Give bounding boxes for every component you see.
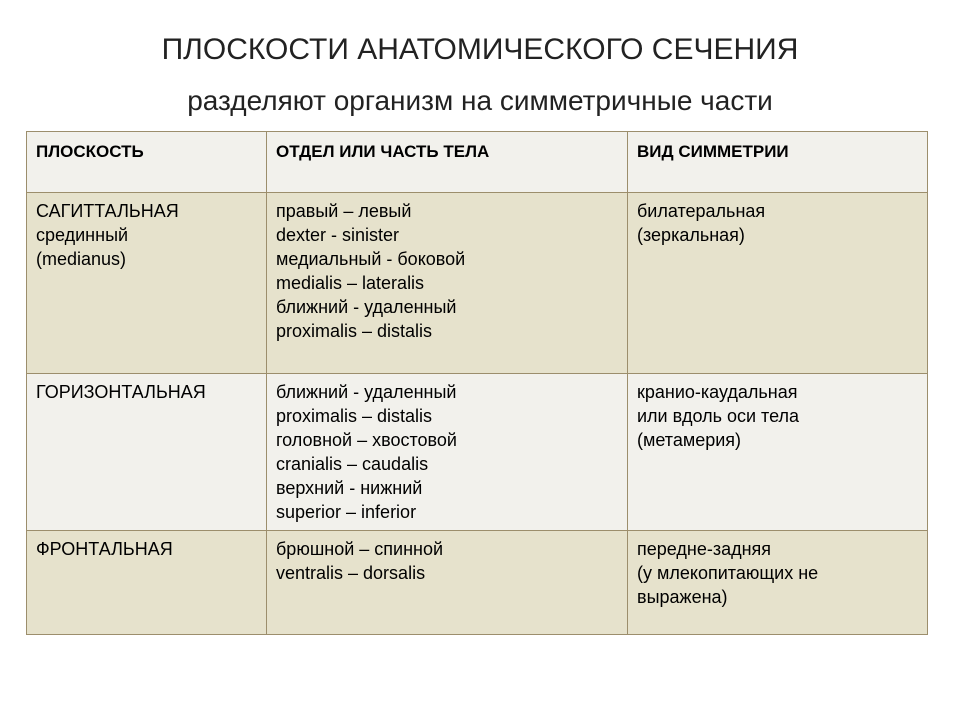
cell-line: proximalis – distalis [276, 321, 433, 341]
cell-line: билатеральная [637, 201, 766, 221]
cell-line: proximalis – distalis [276, 406, 433, 426]
cell-line: кранио-каудальная [637, 382, 798, 402]
slide-subtitle: разделяют организм на симметричные части [187, 85, 773, 116]
header-plane: ПЛОСКОСТЬ [27, 132, 267, 193]
cell-line: брюшной – спинной [276, 539, 444, 559]
cell-line: медиальный - боковой [276, 249, 466, 269]
cell-line: dexter - sinister [276, 225, 400, 245]
cell-line: cranialis – caudalis [276, 454, 429, 474]
cell-line: superior – inferior [276, 502, 417, 522]
cell-line: или вдоль оси тела [637, 406, 800, 426]
table-row-frontal [27, 531, 928, 635]
cell-symmetry [628, 193, 928, 374]
cell-line: правый – левый [276, 201, 412, 221]
cell-parts [267, 193, 628, 374]
cell-line: (зеркальная) [637, 225, 745, 245]
cell-line: medialis – lateralis [276, 273, 425, 293]
cell-line: выражена) [637, 587, 728, 607]
cell-line: (medianus) [36, 249, 127, 269]
cell-line: верхний - нижний [276, 478, 423, 498]
cell-line: ГОРИЗОНТАЛЬНАЯ [36, 382, 206, 402]
cell-plane [27, 193, 267, 374]
cell-line: передне-задняя [637, 539, 772, 559]
symmetry-table [26, 131, 928, 635]
cell-line: головной – хвостовой [276, 430, 457, 450]
cell-parts [267, 531, 628, 635]
cell-line: ФРОНТАЛЬНАЯ [36, 539, 173, 559]
slide-title: ПЛОСКОСТИ АНАТОМИЧЕСКОГО СЕЧЕНИЯ [161, 33, 799, 66]
cell-line: (у млекопитающих не [637, 563, 819, 583]
cell-plane [27, 531, 267, 635]
table-row-sagittal [27, 193, 928, 374]
table-header-row [27, 132, 928, 193]
cell-parts [267, 374, 628, 531]
cell-symmetry [628, 531, 928, 635]
cell-line: ventralis – dorsalis [276, 563, 426, 583]
table-row-horizontal [27, 374, 928, 531]
cell-line: САГИТТАЛЬНАЯ [36, 201, 179, 221]
cell-line: ближний - удаленный [276, 382, 457, 402]
cell-line: срединный [36, 225, 129, 245]
cell-line: ближний - удаленный [276, 297, 457, 317]
cell-plane [27, 374, 267, 531]
header-body-part: ОТДЕЛ ИЛИ ЧАСТЬ ТЕЛА [267, 132, 628, 193]
cell-line: (метамерия) [637, 430, 742, 450]
header-symmetry-type: ВИД СИММЕТРИИ [628, 132, 928, 193]
cell-symmetry [628, 374, 928, 531]
